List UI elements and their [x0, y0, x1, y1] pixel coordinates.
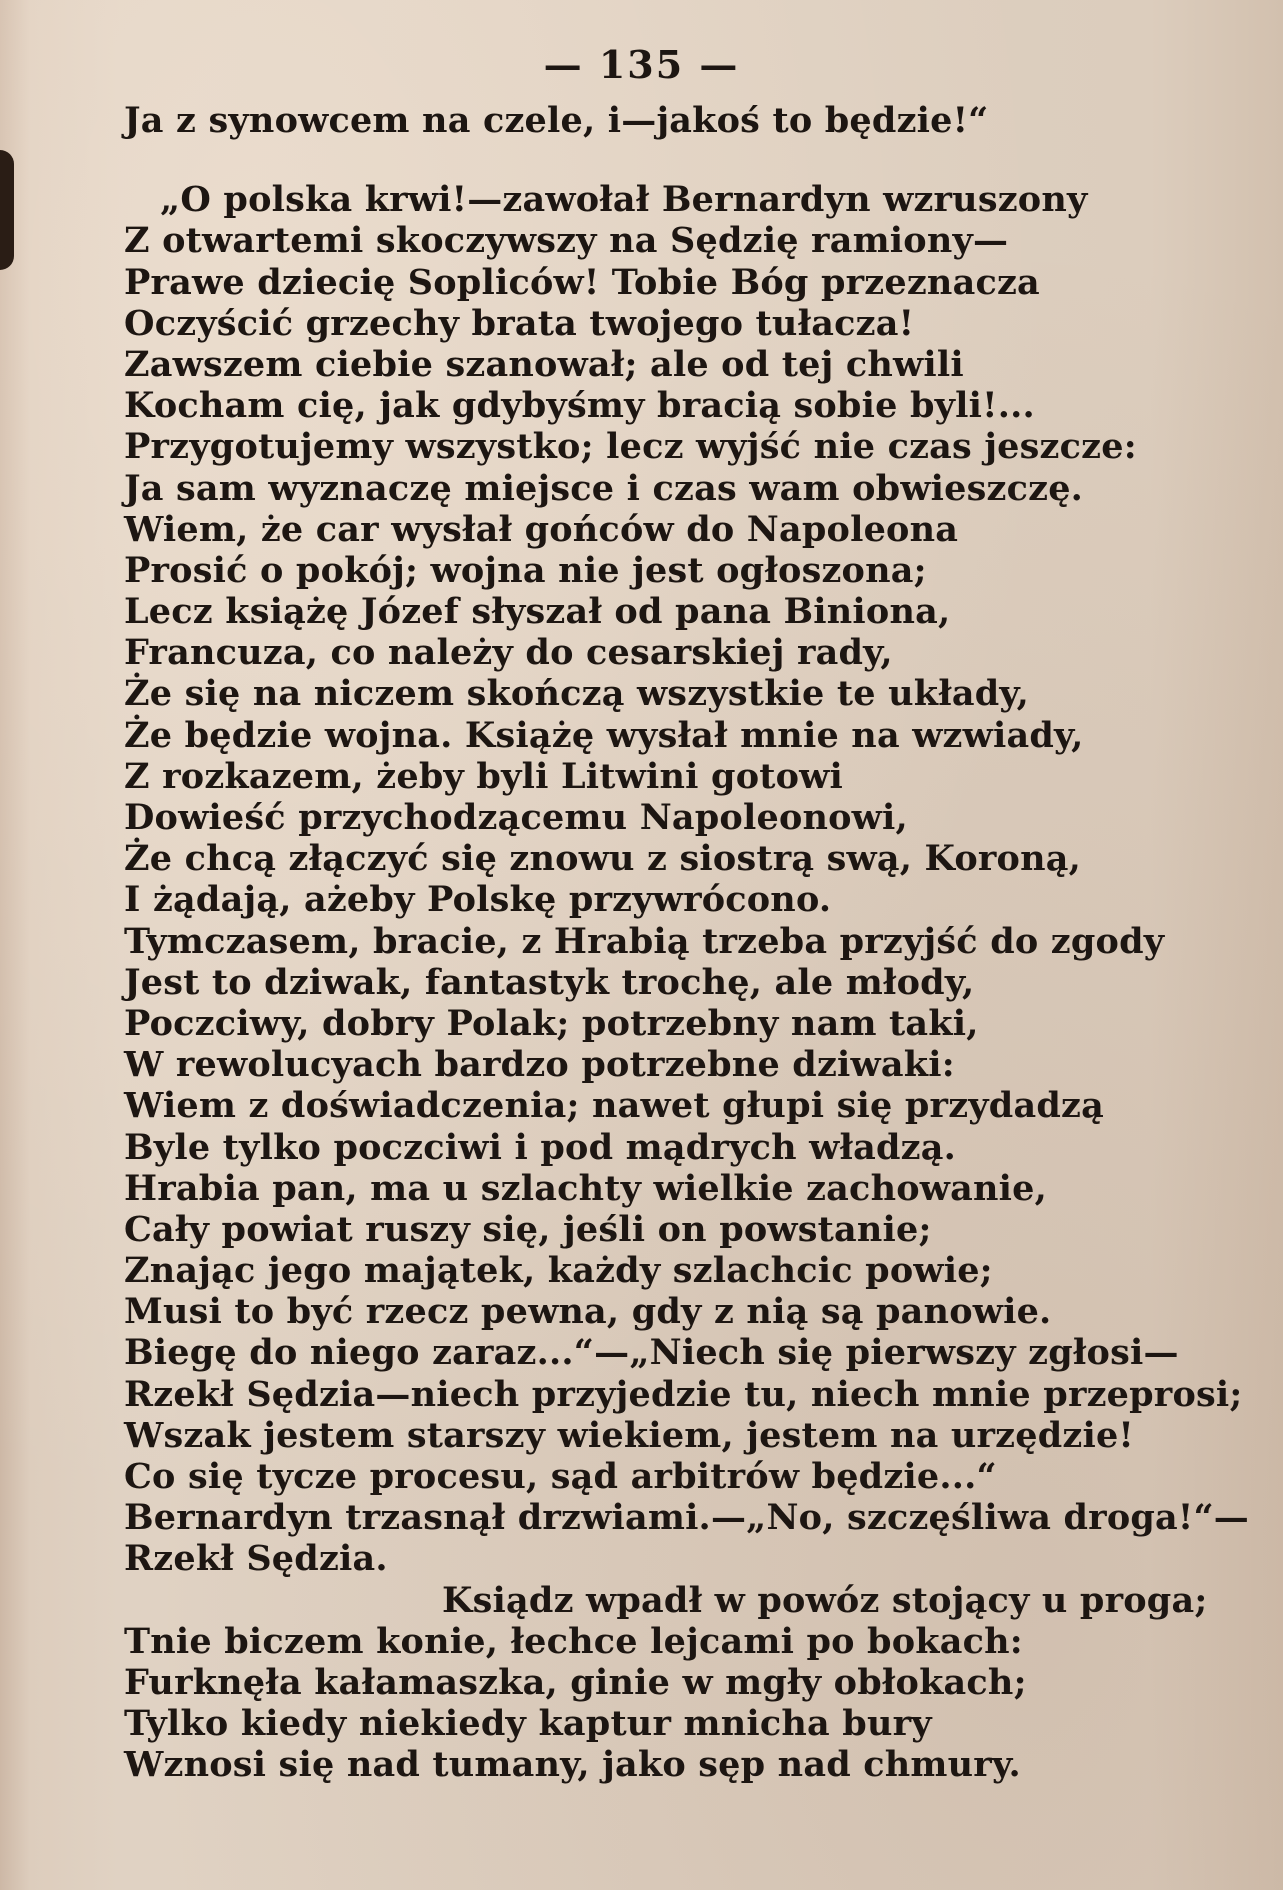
text-line: I żądają, ażeby Polskę przywrócono. — [124, 879, 832, 921]
text-line: Prosić o pokój; wojna nie jest ogłoszona; — [124, 549, 927, 591]
text-line: Bernardyn trzasnął drzwiami.—„No, szczęśliwa droga!“— — [124, 1497, 1250, 1539]
text-line: Z rozkazem, żeby byli Litwini gotowi — [124, 755, 843, 797]
text-line: Tnie biczem konie, łechce lejcami po bokach: — [124, 1620, 1023, 1662]
text-line: Że chcą złączyć się znowu z siostrą swą, Koroną, — [124, 838, 1082, 880]
text-line: Tymczasem, bracie, z Hrabią trzeba przyjść do zgody — [124, 920, 1165, 962]
page-number: — 135 — — [543, 42, 740, 87]
text-line: Poczciwy, dobry Polak; potrzebny nam taki, — [124, 1002, 979, 1044]
text-line: Przygotujemy wszystko; lecz wyjść nie czas jeszcze: — [124, 426, 1137, 468]
text-line: Jest to dziwak, fantastyk trochę, ale młody, — [124, 961, 975, 1003]
text-line: Biegę do niego zaraz...“—„Niech się pierwszy zgłosi— — [124, 1332, 1179, 1374]
page-edge-mark — [0, 150, 14, 270]
text-line: Wznosi się nad tumany, jako sęp nad chmury. — [124, 1744, 1021, 1786]
text-line: Znając jego majątek, każdy szlachcic powie; — [124, 1250, 993, 1292]
text-line: Cały powiat ruszy się, jeśli on powstanie; — [124, 1208, 932, 1250]
text-line: Prawe dziecię Sopliców! Tobie Bóg przeznacza — [124, 261, 1040, 303]
text-line: Zawszem ciebie szanował; ale od tej chwili — [124, 343, 964, 385]
text-line: Wiem z doświadczenia; nawet głupi się przydadzą — [124, 1085, 1104, 1127]
text-line: Ja z synowcem na czele, i—jakoś to będzie!“ — [124, 100, 989, 141]
text-line: W rewolucyach bardzo potrzebne dziwaki: — [124, 1044, 955, 1086]
text-line: „O polska krwi!—zawołał Bernardyn wzruszony — [160, 179, 1088, 221]
text-line: Francuza, co należy do cesarskiej rady, — [124, 632, 893, 674]
text-line: Że się na niczem skończą wszystkie te układy, — [124, 673, 1030, 715]
text-line: Furknęła kałamaszka, ginie w mgły obłokach; — [124, 1661, 1027, 1703]
poem-text — [124, 100, 1250, 1786]
text-line: Co się tycze procesu, sąd arbitrów będzie...“ — [124, 1456, 997, 1497]
text-line: Rzekł Sędzia—niech przyjedzie tu, niech mnie przeprosi; — [124, 1373, 1243, 1415]
text-line: Ja sam wyznaczę miejsce i czas wam obwieszczę. — [124, 467, 1084, 509]
text-line: Rzekł Sędzia. — [124, 1538, 388, 1580]
text-line: Z otwartemi skoczywszy na Sędzię ramiony— — [124, 220, 1009, 262]
text-line: Kocham cię, jak gdybyśmy bracią sobie byli!... — [124, 385, 1035, 427]
text-line: Wszak jestem starszy wiekiem, jestem na urzędzie! — [124, 1414, 1135, 1456]
text-line: Hrabia pan, ma u szlachty wielkie zachowanie, — [124, 1167, 1047, 1209]
text-line: Że będzie wojna. Książę wysłał mnie na wzwiady, — [124, 714, 1084, 756]
text-line: Ksiądz wpadł w powóz stojący u proga; — [442, 1579, 1208, 1621]
text-line: Oczyścić grzechy brata twojego tułacza! — [124, 302, 915, 344]
text-line: Dowieść przychodzącemu Napoleonowi, — [124, 797, 908, 838]
text-line: Lecz książę Józef słyszał od pana Biniona, — [124, 591, 951, 633]
text-line: Wiem, że car wysłał gońców do Napoleona — [124, 508, 959, 550]
text-line: Musi to być rzecz pewna, gdy z nią są panowie. — [124, 1291, 1052, 1333]
text-line: Tylko kiedy niekiedy kaptur mnicha bury — [124, 1703, 932, 1745]
text-line: Byle tylko poczciwi i pod mądrych władzą. — [124, 1126, 957, 1168]
